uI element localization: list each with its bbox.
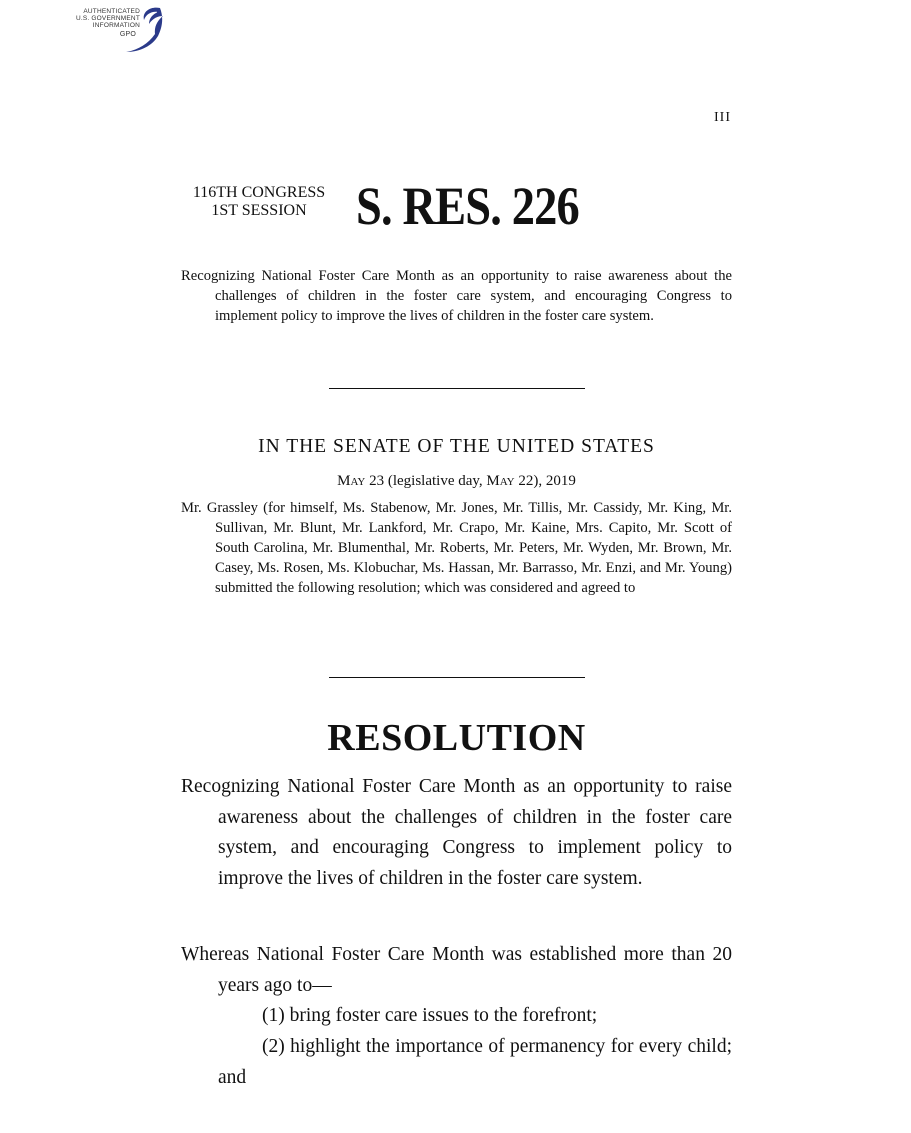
page-identifier: III (714, 110, 731, 125)
gpo-eagle-logo-icon (120, 4, 168, 56)
bill-summary: Recognizing National Foster Care Month as an opportunity to raise awareness about the challenges of children in the foster care system, and encouraging Congress to implement policy to improve the lives of children in the foster care system. (181, 268, 732, 324)
resolution-heading: RESOLUTION (327, 717, 586, 759)
clause-item: (2) highlight the importance of permanency for every child; and (218, 1036, 732, 1088)
logo-line: GPO (119, 31, 136, 38)
date-text: 22), 2019 (514, 473, 576, 489)
chamber-heading: IN THE SENATE OF THE UNITED STATES (258, 436, 655, 457)
logo-line: U.S. GOVERNMENT (75, 15, 140, 22)
resolution-title: Recognizing National Foster Care Month as an opportunity to raise awareness about the challenges of children in the foster care system, and encouraging Congress to implement policy to improve the lives of children in the foster care system. (181, 776, 732, 889)
bill-number: S. RES. 226 (356, 176, 579, 236)
logo-line: AUTHENTICATED (83, 8, 140, 15)
congress-session-block (181, 184, 337, 220)
divider (329, 677, 585, 678)
date-month: May (486, 473, 515, 489)
date-text: 23 (legislative day, (365, 473, 487, 489)
date-month: May (337, 473, 366, 489)
sponsors-text: Mr. Grassley (for himself, Ms. Stabenow, Mr. Jones, Mr. Tillis, Mr. Cassidy, Mr. King, Mr. Sullivan, Mr. Blunt, Mr. Lankford, Mr. Crapo, Mr. Kaine, Mrs. Capito, Mr. Scott of South Carolina, Mr. Blumenthal, Mr. Roberts, Mr. Peters, Mr. Wyden, Mr. Brown, Mr. Casey, Ms. Rosen, Ms. Klobuchar, Ms. Hassan, Mr. Barrasso, Mr. Enzi, and Mr. Young) submitted the following resolution; which was considered and agreed to (181, 500, 732, 596)
divider (329, 388, 585, 389)
clause-item: (1) bring foster care issues to the forefront; (262, 1005, 598, 1026)
congress-label: 116TH CONGRESS (192, 184, 326, 201)
logo-line: INFORMATION (92, 22, 140, 29)
session-label: 1ST SESSION (211, 202, 307, 219)
introduction-date (181, 473, 732, 490)
sponsors-paragraph (181, 498, 732, 598)
whereas-clause: Whereas National Foster Care Month was established more than 20 years ago to— (181, 944, 732, 996)
